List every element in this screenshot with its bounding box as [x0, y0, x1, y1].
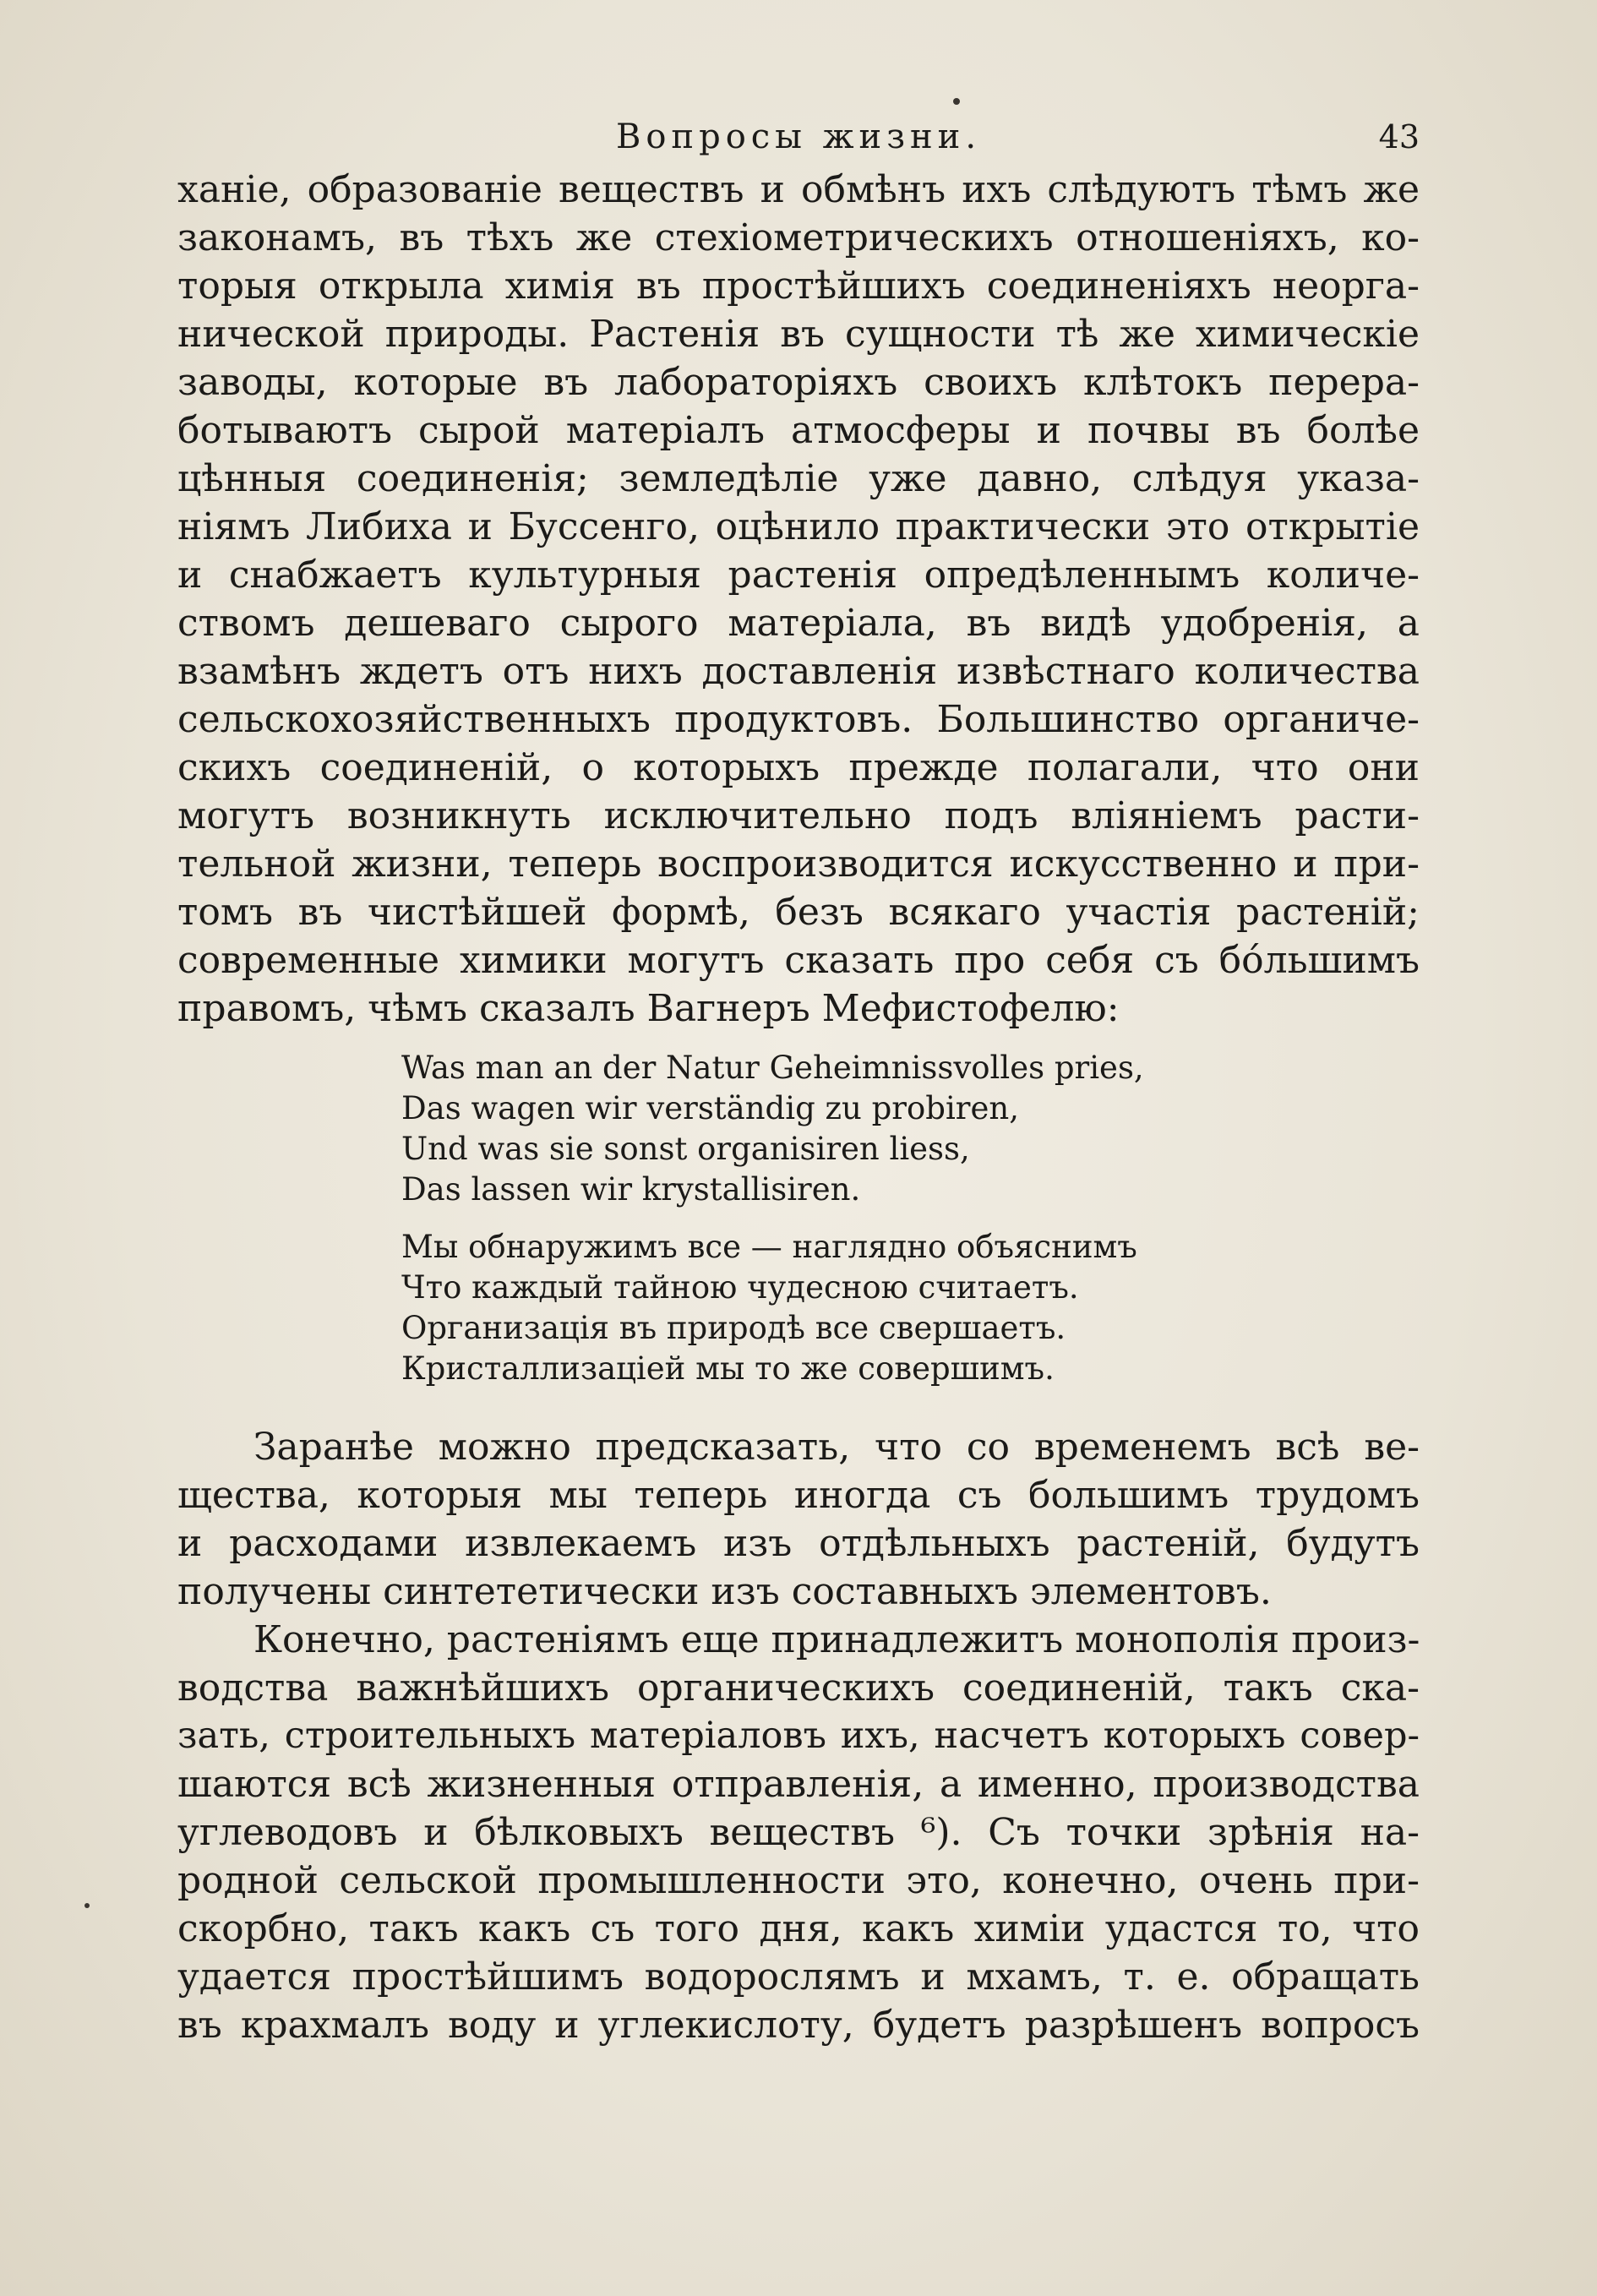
- text-line: скихъ соединеній, о которыхъ прежде полагали, что они: [177, 746, 1420, 789]
- text-line: современные химики могутъ сказать про себя съ бо́льшимъ: [177, 939, 1420, 982]
- ink-speck: [84, 1903, 90, 1908]
- verse-line: Мы обнаружимъ все — наглядно объяснимъ: [401, 1229, 1137, 1265]
- running-title: Вопросы жизни.: [615, 117, 982, 156]
- text-line: въ крахмалъ воду и углекислоту, будетъ разрѣшенъ вопросъ: [177, 2004, 1420, 2047]
- verse-russian: [401, 1227, 1373, 1389]
- body-text: [177, 166, 1420, 2049]
- paragraph-2: [177, 1423, 1420, 1616]
- text-line: родной сельской промышленности это, конечно, очень при-: [177, 1859, 1420, 1902]
- verse-line: Что каждый тайною чудесною считаетъ.: [401, 1269, 1079, 1306]
- text-line: заводы, которые въ лабораторіяхъ своихъ клѣтокъ перера-: [177, 361, 1420, 404]
- text-line: зать, строительныхъ матеріаловъ ихъ, насчетъ которыхъ совер-: [177, 1715, 1420, 1757]
- verse-line: Das lassen wir krystallisiren.: [401, 1171, 861, 1208]
- verse-line: Организація въ природѣ все свершаетъ.: [401, 1310, 1066, 1346]
- text-line: Заранѣе можно предсказать, что со временемъ всѣ ве-: [253, 1426, 1420, 1469]
- verse-line: Und was sie sonst organisiren liess,: [401, 1131, 970, 1167]
- text-line: Конечно, растеніямъ еще принадлежитъ монополія произ-: [253, 1618, 1420, 1661]
- paragraph-1: [177, 166, 1420, 1033]
- page-header: [177, 112, 1420, 162]
- text-line: взамѣнъ ждетъ отъ нихъ доставленія извѣстнаго количества: [177, 650, 1420, 693]
- verse-line: Кристаллизаціей мы то же совершимъ.: [401, 1350, 1055, 1387]
- text-line: сельскохозяйственныхъ продуктовъ. Большинство органиче-: [177, 698, 1420, 741]
- text-line: щества, которыя мы теперь иногда съ большимъ трудомъ: [177, 1474, 1420, 1517]
- text-line: ніямъ Либиха и Буссенго, оцѣнило практически это открытіе: [177, 505, 1420, 548]
- text-line: законамъ, въ тѣхъ же стехіометрическихъ отношеніяхъ, ко-: [177, 216, 1420, 259]
- verse-line: Was man an der Natur Geheimnissvolles pries,: [401, 1050, 1144, 1086]
- text-line: правомъ, чѣмъ сказалъ Вагнеръ Мефистофелю:: [177, 987, 1120, 1030]
- text-line: томъ въ чистѣйшей формѣ, безъ всякаго участія растеній;: [177, 891, 1420, 934]
- text-line: ханіе, образованіе веществъ и обмѣнъ ихъ слѣдуютъ тѣмъ же: [177, 168, 1420, 211]
- text-line: удается простѣйшимъ водорослямъ и мхамъ, т. е. обращать: [177, 1955, 1420, 1999]
- text-line: углеводовъ и бѣлковыхъ веществъ ⁶). Съ точки зрѣнія на-: [177, 1811, 1420, 1854]
- text-line: ствомъ дешеваго сырого матеріала, въ видѣ удобренія, а: [177, 602, 1420, 645]
- text-line: тельной жизни, теперь воспроизводится искусственно и при-: [177, 843, 1420, 886]
- paragraph-3: [177, 1616, 1420, 2049]
- ink-speck: [953, 98, 960, 105]
- text-line: шаются всѣ жизненныя отправленія, а именно, производства: [177, 1763, 1420, 1806]
- text-line: цѣнныя соединенія; земледѣліе уже давно, слѣдуя указа-: [177, 457, 1420, 500]
- verse-german: [401, 1048, 1373, 1210]
- text-line: могутъ возникнуть исключительно подъ вліяніемъ расти-: [177, 794, 1420, 837]
- verse-line: Das wagen wir verständig zu probiren,: [401, 1090, 1019, 1126]
- text-line: ботываютъ сырой матеріалъ атмосферы и почвы въ болѣе: [177, 409, 1420, 452]
- text-line: и снабжаетъ культурныя растенія опредѣленнымъ количе-: [177, 554, 1420, 597]
- text-line: скорбно, такъ какъ съ того дня, какъ химіи удастся то, что: [177, 1907, 1420, 1950]
- text-line: торыя открыла химія въ простѣйшихъ соединеніяхъ неорга-: [177, 265, 1420, 308]
- page-number: 43: [1378, 118, 1420, 155]
- text-line: и расходами извлекаемъ изъ отдѣльныхъ растеній, будутъ: [177, 1522, 1420, 1565]
- text-line: получены синтететически изъ составныхъ элементовъ.: [177, 1570, 1272, 1613]
- text-line: нической природы. Растенія въ сущности тѣ же химическіе: [177, 313, 1420, 356]
- text-line: водства важнѣйшихъ органическихъ соединеній, такъ ска-: [177, 1666, 1420, 1710]
